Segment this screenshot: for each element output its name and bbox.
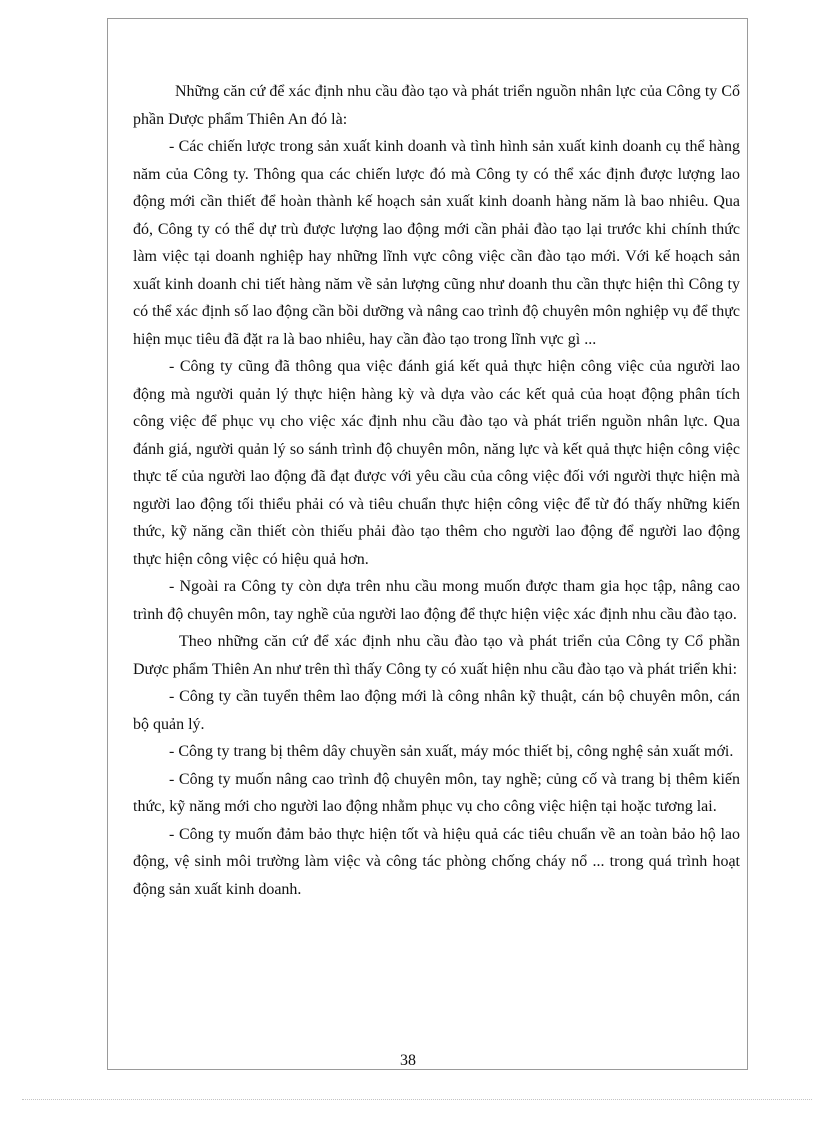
bottom-divider (22, 1099, 812, 1100)
list-item-equipment: - Công ty trang bị thêm dây chuyền sản xuất, máy móc thiết bị, công nghệ sản xuất mới. (169, 743, 734, 760)
list-item-skills: - Công ty muốn nâng cao trình độ chuyên môn, tay nghề; củng cố và trang bị thêm kiến thức, kỹ năng mới cho người lao động nhằm phục vụ cho công việc hiện tại hoặc tương lai. (133, 770, 740, 815)
paragraph-intro: Những căn cứ để xác định nhu cầu đào tạo và phát triển nguồn nhân lực của Công ty Cổ phần Dược phẩm Thiên An đó là: (133, 83, 740, 128)
paragraph-conclusion: Theo những căn cứ để xác định nhu cầu đào tạo và phát triển của Công ty Cổ phần Dược phẩm Thiên An như trên thì thấy Công ty có xuất hiện nhu cầu đào tạo và phát triển khi: (133, 633, 740, 678)
paragraph-strategy: - Các chiến lược trong sản xuất kinh doanh và tình hình sản xuất kinh doanh cụ thể hàng năm của Công ty. Thông qua các chiến lược đó mà Công ty có thể xác định được lượng lao động mới cần thiết để hoàn thành kế hoạch sản xuất kinh doanh hàng năm là bao nhiêu. Qua đó, Công ty có thể dự trù được lượng lao động mới cần phải đào tạo lại trước khi chính thức làm việc tại doanh nghiệp hay những lĩnh vực công việc cần đào tạo mới. Với kế hoạch sản xuất kinh doanh chi tiết hàng năm về sản lượng cũng như doanh thu cần thực hiện thì Công ty có thể xác định số lao động cần bồi dưỡng và nâng cao trình độ chuyên môn nghiệp vụ để thực hiện mục tiêu đã đặt ra là bao nhiêu, hay cần đào tạo trong lĩnh vực gì ... (133, 138, 740, 348)
list-item-recruit: - Công ty cần tuyển thêm lao động mới là công nhân kỹ thuật, cán bộ chuyên môn, cán bộ quản lý. (133, 688, 740, 733)
page-number: 38 (400, 1052, 416, 1069)
list-item-safety: - Công ty muốn đảm bảo thực hiện tốt và hiệu quả các tiêu chuẩn về an toàn bảo hộ lao động, vệ sinh môi trường làm việc và công tác phòng chống cháy nổ ... trong quá trình hoạt động sản xuất kinh doanh. (133, 825, 740, 898)
document-body (133, 78, 740, 903)
paragraph-evaluation: - Công ty cũng đã thông qua việc đánh giá kết quả thực hiện công việc của người lao động mà người quản lý thực hiện hàng kỳ và dựa vào các kết quả của hoạt động phân tích công việc để phục vụ cho việc xác định nhu cầu đào tạo và phát triển nguồn nhân lực. Qua đánh giá, người quản lý so sánh trình độ chuyên môn, năng lực và kết quả thực hiện công việc thực tế của người lao động đã đạt được với yêu cầu của công việc đối với người thực hiện mà người lao động tối thiểu phải có và tiêu chuẩn thực hiện công việc để từ đó thấy những kiến thức, kỹ năng cần thiết còn thiếu phải đào tạo thêm cho người lao động để người lao động thực hiện công việc có hiệu quả hơn. (133, 358, 740, 568)
paragraph-employee-wishes: - Ngoài ra Công ty còn dựa trên nhu cầu mong muốn được tham gia học tập, nâng cao trình độ chuyên môn, tay nghề của người lao động để thực hiện việc xác định nhu cầu đào tạo. (133, 578, 740, 623)
